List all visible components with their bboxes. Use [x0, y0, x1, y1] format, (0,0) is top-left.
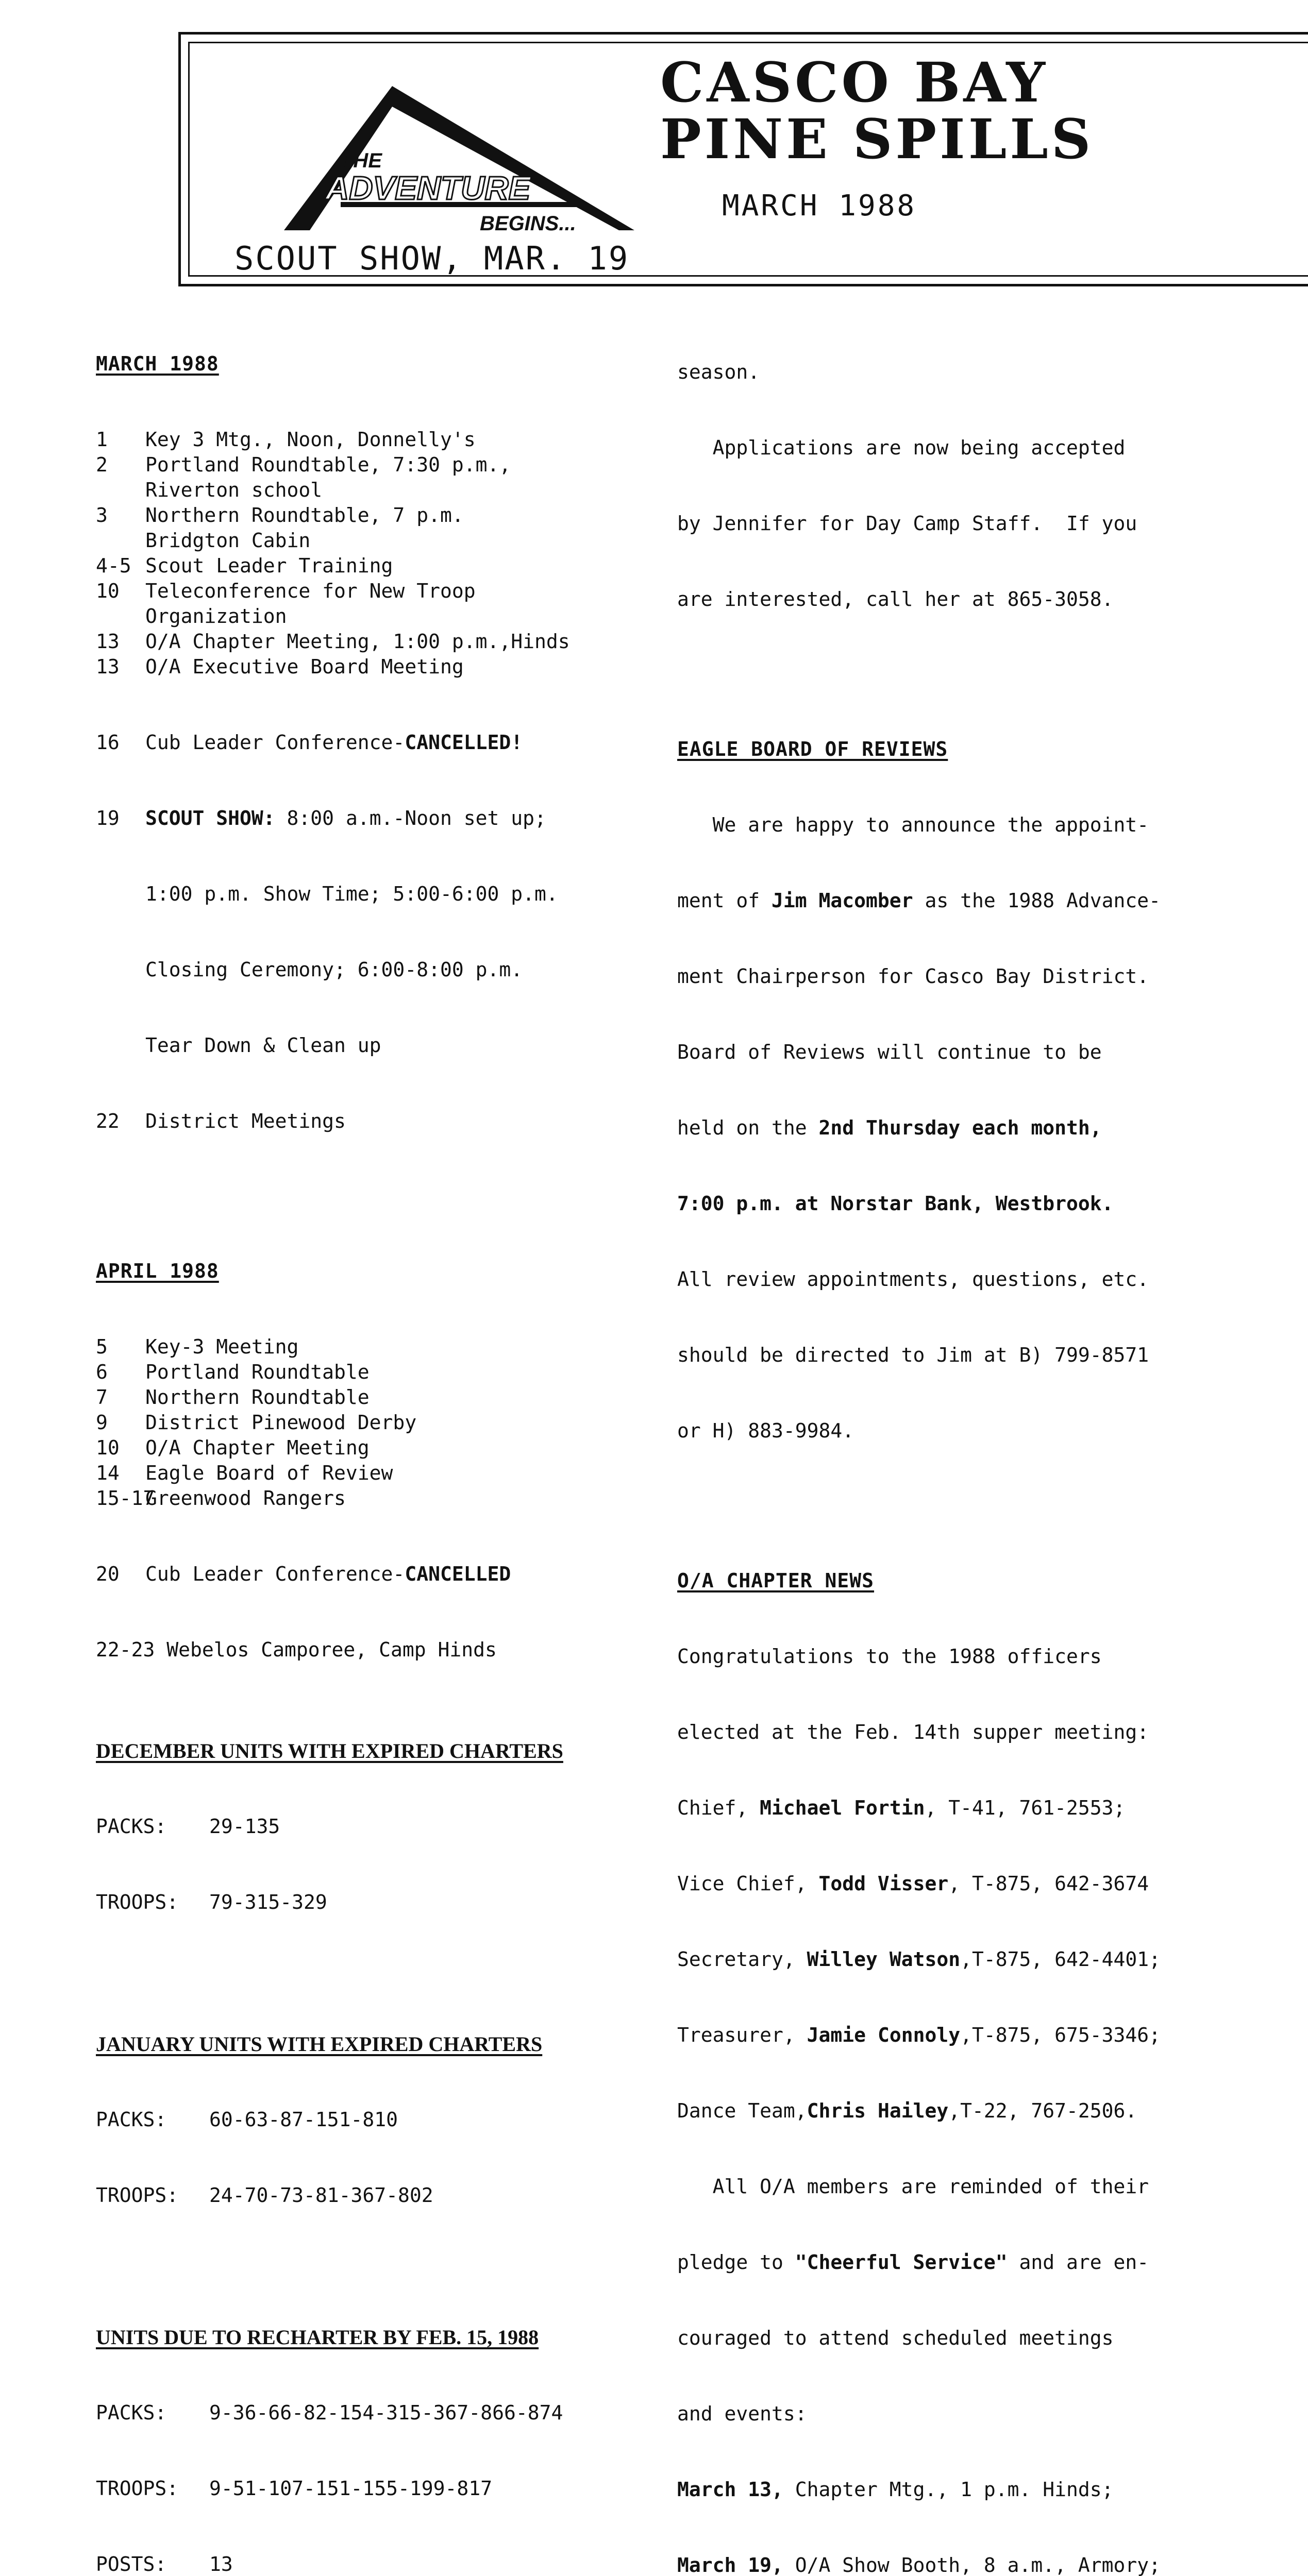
list-item — [96, 1461, 637, 1486]
paragraph-line: ment of Jim Macomber as the 1988 Advance- — [677, 889, 1161, 912]
paragraph-line: are interested, call her at 865-3058. — [677, 588, 1114, 611]
list-item — [96, 579, 637, 604]
april-calendar — [96, 1334, 637, 1511]
list-item — [96, 553, 637, 579]
logo-the-text: THE — [341, 149, 382, 172]
paragraph-line: elected at the Feb. 14th supper meeting: — [677, 1721, 1149, 1743]
list-item: 22-23 Webelos Camporee, Camp Hinds — [96, 1638, 497, 1661]
logo-begins-text: BEGINS... — [480, 212, 576, 235]
paragraph-line: All O/A members are reminded of their — [677, 2175, 1149, 2198]
list-item: 16 Cub Leader Conference-CANCELLED! — [96, 731, 523, 754]
paragraph-line: We are happy to announce the appoint- — [677, 814, 1149, 836]
paragraph-line: or H) 883-9984. — [677, 1419, 854, 1442]
list-item — [96, 452, 637, 478]
date-label: 7 — [96, 1386, 108, 1409]
date-label: 13 — [96, 655, 120, 678]
list-item — [96, 427, 637, 452]
date-label: 15-17 — [96, 1487, 155, 1510]
adventure-begins-logo — [263, 76, 655, 241]
march-heading: MARCH 1988 — [96, 352, 219, 375]
event-text: O/A Chapter Meeting, 1:00 p.m.,Hinds — [145, 630, 570, 653]
list-item: 20 Cub Leader Conference-CANCELLED — [96, 1563, 511, 1585]
paragraph-line: and events: — [677, 2402, 807, 2425]
paragraph-line: season. — [677, 361, 760, 383]
list-item: Tear Down & Clean up — [145, 1034, 381, 1057]
officer-line: Treasurer, Jamie Connoly,T-875, 675-3346; — [677, 2024, 1161, 2046]
date-label: 2 — [96, 453, 108, 476]
paragraph-line: held on the 2nd Thursday each month, — [677, 1116, 1102, 1139]
officer-line: Dance Team,Chris Hailey,T-22, 767-2506. — [677, 2099, 1137, 2122]
event-line: March 13, Chapter Mtg., 1 p.m. Hinds; — [677, 2478, 1114, 2501]
date-label: 9 — [96, 1411, 108, 1434]
march-calendar — [96, 427, 637, 680]
oa-chapter-news-heading: O/A CHAPTER NEWS — [677, 1569, 875, 1592]
date-label: 10 — [96, 1436, 120, 1459]
paragraph-line: 7:00 p.m. at Norstar Bank, Westbrook. — [677, 1192, 1114, 1215]
list-item: Closing Ceremony; 6:00-8:00 p.m. — [145, 958, 523, 981]
paragraph-line: Board of Reviews will continue to be — [677, 1041, 1102, 1063]
event-text: Riverton school — [145, 479, 323, 501]
list-item — [96, 1435, 637, 1461]
list-item — [96, 604, 637, 629]
event-text: Portland Roundtable — [145, 1361, 370, 1383]
officer-line: Chief, Michael Fortin, T-41, 761-2553; — [677, 1797, 1126, 1819]
newsletter-title-line2: PINE SPILLS — [660, 107, 1094, 171]
logo-adventure-text: ADVENTURE — [325, 170, 531, 207]
paragraph-line: by Jennifer for Day Camp Staff. If you — [677, 512, 1137, 535]
officer-line: Vice Chief, Todd Visser, T-875, 642-3674 — [677, 1872, 1149, 1895]
date-label: 10 — [96, 580, 120, 602]
logo-triangle — [284, 86, 634, 230]
issue-date: MARCH 1988 — [722, 189, 917, 223]
list-item: 1:00 p.m. Show Time; 5:00-6:00 p.m. — [145, 883, 558, 905]
december-units-heading: DECEMBER UNITS WITH EXPIRED CHARTERS — [96, 1739, 563, 1762]
april-heading: APRIL 1988 — [96, 1260, 219, 1282]
january-units-heading: JANUARY UNITS WITH EXPIRED CHARTERS — [96, 2032, 543, 2056]
date-label: 5 — [96, 1335, 108, 1358]
event-text: Organization — [145, 605, 287, 628]
feb-recharter-heading: UNITS DUE TO RECHARTER BY FEB. 15, 1988 — [96, 2326, 539, 2349]
paragraph-line: Congratulations to the 1988 officers — [677, 1645, 1102, 1668]
event-text: Greenwood Rangers — [145, 1487, 346, 1510]
list-item — [96, 629, 637, 654]
event-text: Key-3 Meeting — [145, 1335, 299, 1358]
list-item — [96, 1410, 637, 1435]
event-text: Eagle Board of Review — [145, 1462, 393, 1484]
list-item — [96, 1334, 637, 1360]
right-column — [677, 309, 1229, 2576]
paragraph-line: should be directed to Jim at B) 799-8571 — [677, 1344, 1149, 1366]
date-label: 4-5 — [96, 554, 131, 577]
event-line: March 19, O/A Show Booth, 8 a.m., Armory; — [677, 2554, 1161, 2576]
list-item: 22 District Meetings — [96, 1110, 346, 1132]
left-column: MARCH 1988 1 Key 3 Mtg., Noon, Donnelly's 2 Portland Roundtable, 7:30 p.m., Riverton school 3 Northern Roundtable, 7 p.m. Bridgton Cabin 4-5 Scout Leader Training 10 Teleconference for New Troop Organization 13 O/A Chapter Meeting, 1:00 p.m.,Hinds 13 O/A Executive Board Meeting 16 Cub Leader Conference-CANCELLED! 19 SCOUT SHOW: 8:00 a.m.-Noon set up; 1:00 p.m. Show Time; 5:00-6:00 p.m. Closing Ceremony; 6:00-8:00 p.m. Tear Down & Clean up 22 District Meetings APRIL 1988 5 Key-3 Meeting 6 Portland Roundtable 7 Northern Roundtable 9 District Pinewood Derby 10 O/A Chapter Meeting 14 Eagle Board of Review 15-17 Greenwood Rangers 20 Cub Leader Conference-CANCELLED 22-23 Webelos Camporee, Camp Hinds DECEMBER UNITS WITH EXPIRED CHARTERS PACKS: 29-135 TROOPS: 79-315-329 JANUARY UNITS WITH EXPIRED CHARTERS PACKS: 60-63-87-151-810 TROOPS: 24-70-73-81-367-802 UNITS DUE TO RECHARTER BY FEB. 15, 1988 PACKS: 9-36-66-82-154-315-367-866-874 TROOPS: 9-51-107-151-155-199-817 POSTS: 13 — [96, 301, 637, 2576]
date-label — [96, 478, 145, 503]
date-label: 3 — [96, 504, 108, 527]
date-label — [96, 528, 145, 553]
event-text: Key 3 Mtg., Noon, Donnelly's — [145, 428, 476, 451]
date-label: 14 — [96, 1462, 120, 1484]
masthead — [178, 32, 1308, 286]
event-text: Northern Roundtable, 7 p.m. — [145, 504, 464, 527]
event-text: Bridgton Cabin — [145, 529, 311, 552]
event-text: Northern Roundtable — [145, 1386, 370, 1409]
paragraph-line: ment Chairperson for Casco Bay District. — [677, 965, 1149, 988]
list-item: 19 SCOUT SHOW: 8:00 a.m.-Noon set up; — [96, 807, 546, 829]
event-text: District Pinewood Derby — [145, 1411, 417, 1434]
paragraph-line: Applications are now being accepted — [677, 436, 1126, 459]
scout-show-banner: SCOUT SHOW, MAR. 19 — [234, 240, 630, 277]
paragraph-line: All review appointments, questions, etc. — [677, 1268, 1149, 1291]
date-label: 1 — [96, 428, 108, 451]
officer-line: Secretary, Willey Watson,T-875, 642-4401; — [677, 1948, 1161, 1971]
event-text: Scout Leader Training — [145, 554, 393, 577]
list-item — [96, 528, 637, 553]
eagle-board-heading: EAGLE BOARD OF REVIEWS — [677, 738, 948, 760]
date-label — [96, 604, 145, 629]
list-item — [96, 503, 637, 528]
list-item — [96, 1360, 637, 1385]
event-text: O/A Chapter Meeting — [145, 1436, 370, 1459]
list-item — [96, 478, 637, 503]
event-text: O/A Executive Board Meeting — [145, 655, 464, 678]
event-text: Teleconference for New Troop — [145, 580, 476, 602]
list-item — [96, 1486, 637, 1511]
list-item — [96, 654, 637, 680]
paragraph-line: couraged to attend scheduled meetings — [677, 2327, 1114, 2349]
newsletter-title-line1: CASCO BAY — [660, 50, 1048, 114]
paragraph-line: pledge to "Cheerful Service" and are en- — [677, 2251, 1149, 2274]
date-label: 13 — [96, 630, 120, 653]
date-label: 6 — [96, 1361, 108, 1383]
list-item — [96, 1385, 637, 1410]
event-text: Portland Roundtable, 7:30 p.m., — [145, 453, 511, 476]
